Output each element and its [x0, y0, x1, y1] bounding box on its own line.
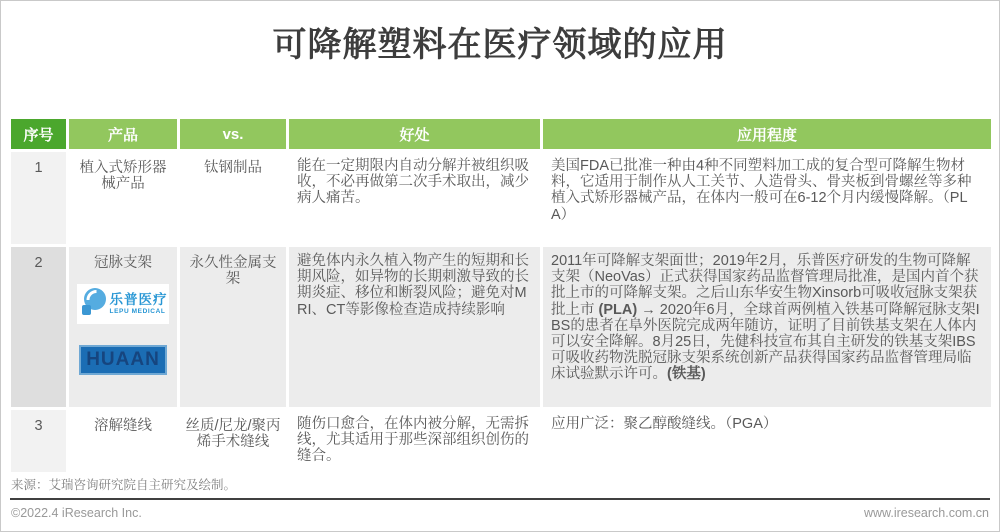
page-title: 可降解塑料在医疗领域的应用	[272, 26, 728, 64]
cell-application-1: 美国FDA已批准一种由4种不同塑料加工成的复合型可降解生物材料，它适用于制作从人工关节、人造骨头、骨夹板到骨螺丝等多种植入式矫形器械产品，在体内一般可在6-12个月内缓慢降解。（PLA）	[543, 152, 991, 244]
huaan-logo-text: HUAAN	[86, 349, 160, 371]
lepu-p-icon	[79, 287, 107, 321]
huaan-logo	[79, 345, 167, 375]
header-cell-product: 产品	[69, 119, 177, 149]
cell-no-2: 2	[11, 247, 66, 407]
cell-vs-3: 丝质/尼龙/聚丙烯手术缝线	[180, 410, 286, 472]
application-text-part: → 2020年6月，全球首两例植入铁基可降解冠脉支架IBS的患者在阜外医院完成两年随访，证明了目前铁基支架在人体内可以安全降解。8月25日，先健科技宣布其自主研发的铁基支架IBS可吸收药物洗脱冠脉支架系统创新产品获得国家药品监督管理局临床试验默示许可。	[551, 301, 980, 383]
footer-copyright: ©2022.4 iResearch Inc.	[11, 506, 142, 520]
footer-divider	[10, 498, 990, 500]
application-text-part: 2011年可降解支架面世；2019年2月，乐普医疗研发的生物可降解支架（NeoVas）正式获得国家药品监督管理局批准，是国内首个获批上市的可降解支架。之后山东华安生物Xinsorb可吸收冠脉支架获批上市	[551, 253, 979, 318]
application-text-bold-tieji: (铁基)	[667, 366, 706, 383]
cell-vs-1: 钛钢制品	[180, 152, 286, 244]
data-table	[11, 119, 991, 472]
lepu-medical-logo	[77, 284, 169, 324]
cell-no-3: 3	[11, 410, 66, 472]
header-cell-vs: vs.	[180, 119, 286, 149]
cell-product-1: 植入式矫形器械产品	[69, 152, 177, 244]
cell-benefit-3: 随伤口愈合，在体内被分解，无需拆线，尤其适用于那些深部组织创伤的缝合。	[289, 410, 540, 472]
header-cell-application: 应用程度	[543, 119, 991, 149]
product-name: 冠脉支架	[94, 255, 152, 271]
cell-vs-2: 永久性金属支架	[180, 247, 286, 407]
cell-benefit-1: 能在一定期限内自动分解并被组织吸收，不必再做第二次手术取出，减少病人痛苦。	[289, 152, 540, 244]
cell-benefit-2: 避免体内永久植入物产生的短期和长期风险，如异物的长期刺激导致的长期炎症、移位和断裂风险；避免对MRI、CT等影像检查造成持续影响	[289, 247, 540, 407]
cell-application-2	[543, 247, 991, 407]
lepu-logo-cn-text: 乐普医疗	[109, 292, 168, 308]
cell-application-3: 应用广泛：聚乙醇酸缝线。（PGA）	[543, 410, 991, 472]
application-text-bold-pla: (PLA)	[598, 301, 638, 318]
source-note: 来源：艾瑞咨询研究院自主研究及绘制。	[11, 478, 237, 492]
cell-product-2	[69, 247, 177, 407]
header-cell-benefit: 好处	[289, 119, 540, 149]
header-cell-no: 序号	[11, 119, 66, 149]
cell-no-1: 1	[11, 152, 66, 244]
cell-product-3: 溶解缝线	[69, 410, 177, 472]
footer-website-url: www.iresearch.com.cn	[863, 506, 989, 520]
lepu-logo-en-text: LEPU MEDICAL	[109, 307, 166, 315]
